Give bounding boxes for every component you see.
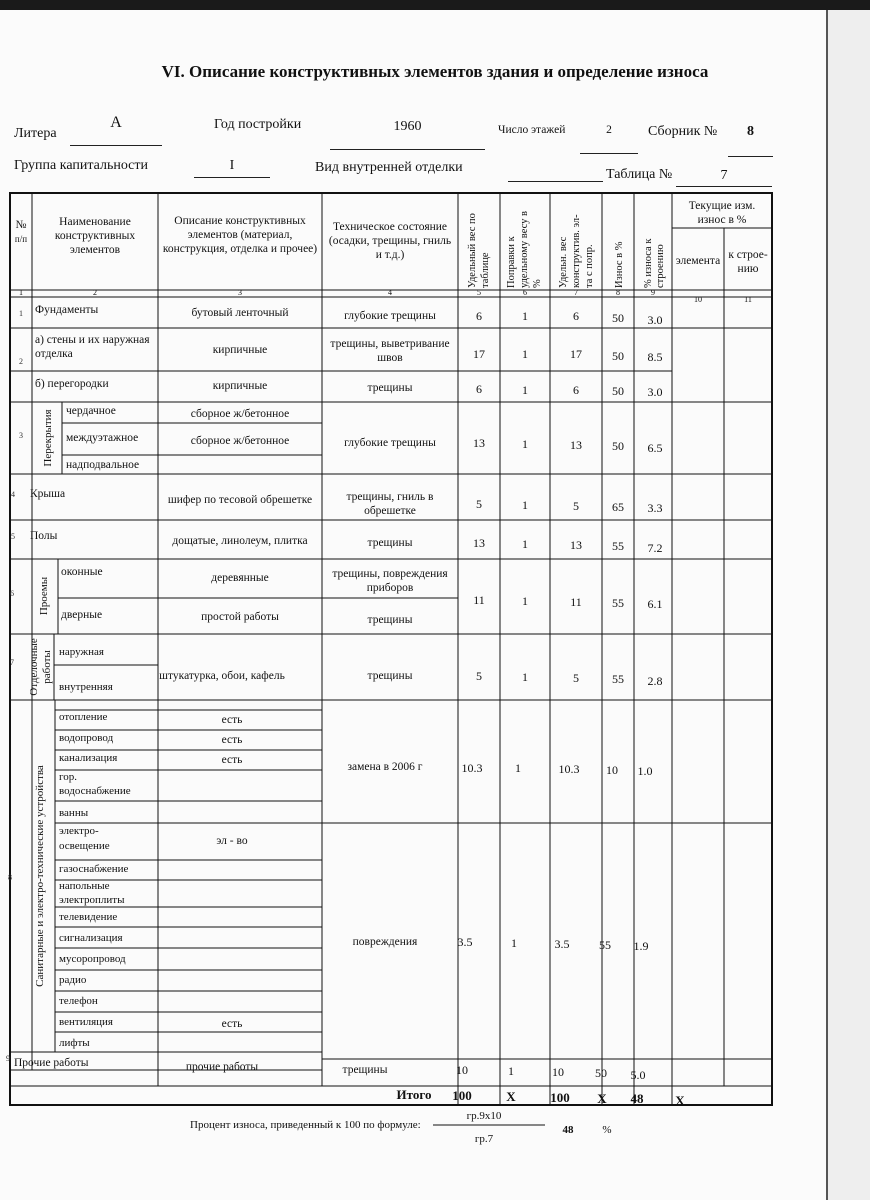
r7-c5: 5: [476, 669, 482, 683]
name-interfloor: междуэтажное: [66, 432, 139, 444]
name-doors: дверные: [61, 609, 103, 621]
r4-c8: 65: [612, 500, 624, 514]
formula-numerator: гр.9х10: [466, 1110, 502, 1122]
colnum-2: 2: [93, 288, 97, 297]
colnum-10: 10: [694, 295, 702, 304]
state-utilities-b: повреждения: [352, 936, 418, 948]
name-alarm: сигнализация: [59, 932, 123, 944]
col2-head-line1: Наименование: [59, 216, 131, 228]
r9-c8: 50: [595, 1066, 607, 1080]
r3-c5: 13: [473, 436, 485, 450]
r2a-c7: 17: [570, 347, 582, 361]
table-grid: [10, 193, 772, 1105]
state-utilities-a: замена в 2006 г: [347, 761, 423, 773]
group-value: I: [229, 158, 235, 173]
r7-c6: 1: [522, 670, 528, 684]
desc-sewerage: есть: [221, 754, 243, 766]
r8b-c6: 1: [511, 936, 517, 950]
r6-c6: 1: [522, 594, 528, 608]
group-finishing-line1: Отделочные: [28, 638, 40, 696]
r2a-c9: 8.5: [647, 350, 663, 364]
desc-interfloor: сборное ж/бетонное: [190, 435, 290, 447]
group-finishing-line2: работы: [41, 650, 53, 684]
desc-lighting: эл - во: [216, 835, 248, 847]
r7-c7: 5: [573, 671, 579, 685]
sbornik-label: Сборник №: [648, 124, 718, 139]
state-walls-line2: швов: [377, 352, 403, 364]
name-telephone: телефон: [59, 995, 98, 1007]
r2b-c6: 1: [522, 383, 528, 397]
col7-head-line3: та с попр.: [584, 244, 595, 288]
row-num-3: 3: [19, 431, 23, 440]
row-num-1: 1: [19, 309, 23, 318]
group-sanitary-label: Санитарные и электро-технические устройства: [34, 765, 46, 987]
state-walls-line1: трещины, выветривание: [330, 338, 450, 350]
state-roof-line2: обрешетке: [364, 505, 416, 517]
row-num-5: 5: [11, 532, 15, 541]
r5-c5: 13: [473, 536, 485, 550]
name-garbage-chute: мусоропровод: [59, 953, 126, 965]
name-foundations: Фундаменты: [35, 304, 99, 316]
r5-c8: 55: [612, 539, 624, 553]
name-partitions: б) перегородки: [35, 378, 109, 390]
total-c8: X: [597, 1091, 607, 1106]
name-sewerage: канализация: [59, 752, 118, 764]
name-water-supply: водопровод: [59, 732, 114, 744]
name-roof: Крыша: [30, 488, 66, 500]
colnum-9: 9: [651, 288, 655, 297]
desc-walls: кирпичные: [212, 344, 268, 356]
colnum-7: 7: [574, 288, 578, 297]
name-attic-floor: чердачное: [66, 405, 116, 417]
col7-head-line2: конструктив. эл-: [571, 214, 582, 288]
col5-head-line1: Удельный вес по: [467, 213, 478, 288]
state-other-works: трещины: [342, 1064, 388, 1076]
r8a-c7: 10.3: [558, 762, 580, 776]
r8b-c5: 3.5: [457, 935, 473, 949]
r4-c6: 1: [522, 498, 528, 512]
col6-head-line1: Поправки к: [506, 236, 517, 288]
r7-c9: 2.8: [647, 674, 663, 688]
r4-c5: 5: [476, 497, 482, 511]
name-lighting-line2: освещение: [59, 840, 110, 852]
name-elevators: лифты: [59, 1037, 90, 1049]
col2-head-line2: конструктивных: [54, 230, 136, 242]
col10-group-line1: Текущие изм.: [688, 200, 756, 212]
floors-label: Число этажей: [498, 124, 566, 136]
group-openings-label: Проемы: [38, 576, 50, 616]
total-c9: 48: [630, 1091, 644, 1106]
colnum-6: 6: [523, 288, 527, 297]
r8a-c5: 10.3: [461, 761, 483, 775]
col5-head-line2: таблице: [480, 252, 491, 288]
col9-head-line2: строению: [655, 244, 666, 288]
col7-head-line1: Удельн. вес: [558, 236, 569, 288]
footer-value: 48: [562, 1124, 574, 1136]
col6-head-line2: удельному весу в: [519, 211, 530, 288]
name-walls-line1: а) стены и их наружная: [35, 334, 150, 346]
r7-c8: 55: [612, 672, 624, 686]
col4-head-line1: Техническое состояние: [332, 221, 448, 233]
r8b-c7: 3.5: [554, 937, 570, 951]
r1-c8: 50: [612, 311, 624, 325]
r1-c5: 6: [476, 309, 482, 323]
colnum-11: 11: [744, 295, 752, 304]
footer-label: Процент износа, приведенный к 100 по формуле:: [190, 1119, 421, 1131]
state-windows-line2: приборов: [366, 582, 414, 594]
table-value: 7: [720, 168, 728, 183]
r2a-c5: 17: [473, 347, 485, 361]
r8a-c9: 1.0: [637, 764, 653, 778]
col3-head-line2: элементов (материал,: [187, 229, 293, 241]
name-hot-water-line2: водоснабжение: [59, 785, 131, 797]
r2b-c7: 6: [573, 383, 579, 397]
col9-head-line1: % износа к: [643, 238, 654, 288]
row-num-2: 2: [19, 357, 23, 366]
total-c6: X: [506, 1089, 516, 1104]
colnum-5: 5: [477, 288, 481, 297]
desc-partitions: кирпичные: [212, 380, 268, 392]
r2a-c8: 50: [612, 349, 624, 363]
row-num-7: 7: [10, 658, 14, 667]
page-title: VI. Описание конструктивных элементов здания и определение износа: [161, 62, 709, 81]
name-baths: ванны: [59, 807, 89, 819]
name-television: телевидение: [59, 911, 118, 923]
row-num-6: 6: [10, 589, 14, 598]
footer-unit: %: [602, 1124, 612, 1136]
name-basement-floor: надподвальное: [66, 459, 140, 471]
floors-value: 2: [606, 124, 612, 136]
colnum-8: 8: [616, 288, 620, 297]
name-stoves-line1: напольные: [59, 880, 110, 892]
name-exterior: наружная: [59, 646, 104, 658]
total-c10: X: [675, 1093, 685, 1108]
r3-c6: 1: [522, 437, 528, 451]
total-c5: 100: [452, 1088, 472, 1103]
desc-doors: простой работы: [201, 611, 279, 623]
sbornik-value: 8: [747, 124, 754, 139]
col3-head-line1: Описание конструктивных: [174, 215, 306, 227]
r9-c7: 10: [552, 1065, 564, 1079]
r6-c8: 55: [612, 596, 624, 610]
r6-c9: 6.1: [647, 597, 663, 611]
r2b-c9: 3.0: [647, 385, 663, 399]
row-num-9: 9: [6, 1054, 10, 1063]
year-value: 1960: [393, 119, 422, 134]
r9-c5: 10: [456, 1063, 468, 1077]
name-hot-water-line1: гор.: [59, 771, 77, 783]
desc-finishing: штукатурка, обои, кафель: [159, 670, 285, 682]
name-gas-supply: газоснабжение: [59, 863, 129, 875]
total-c7: 100: [550, 1090, 570, 1105]
state-partitions: трещины: [367, 382, 413, 394]
col10-head: элемента: [675, 255, 721, 267]
col2-head-line3: элементов: [69, 244, 121, 256]
col1-head-line2: п/п: [14, 234, 28, 244]
row-num-8: 8: [8, 873, 12, 882]
col11-head-line2: нию: [737, 263, 759, 275]
state-doors: трещины: [367, 614, 413, 626]
r4-c7: 5: [573, 499, 579, 513]
r6-c7: 11: [570, 595, 582, 609]
state-foundations: глубокие трещины: [344, 310, 436, 322]
desc-floors: дощатые, линолеум, плитка: [172, 535, 308, 547]
r8b-c9: 1.9: [633, 939, 649, 953]
colnum-3: 3: [238, 288, 242, 297]
litera-label: Литера: [14, 126, 57, 141]
name-heating: отопление: [59, 711, 108, 723]
group-label: Группа капитальности: [14, 158, 148, 173]
group-floors-label: Перекрытия: [42, 409, 54, 467]
r2b-c5: 6: [476, 382, 482, 396]
state-windows-line1: трещины, повреждения: [332, 568, 448, 580]
r9-c9: 5.0: [630, 1068, 646, 1082]
name-interior: внутренняя: [59, 681, 113, 693]
r1-c7: 6: [573, 309, 579, 323]
year-label: Год постройки: [214, 117, 302, 132]
name-stoves-line2: электроплиты: [59, 894, 125, 906]
desc-windows: деревянные: [211, 572, 269, 584]
colnum-1: 1: [19, 288, 23, 297]
row-num-4: 4: [11, 490, 15, 499]
r1-c9: 3.0: [647, 313, 663, 327]
col1-head-line1: №: [15, 219, 27, 231]
r5-c9: 7.2: [647, 541, 663, 555]
desc-ventilation: есть: [221, 1018, 243, 1030]
state-roof-line1: трещины, гниль в: [346, 491, 434, 503]
finish-label: Вид внутренней отделки: [315, 160, 463, 175]
r8a-c6: 1: [515, 761, 521, 775]
r9-c6: 1: [508, 1064, 514, 1078]
desc-foundations: бутовый ленточный: [191, 307, 289, 319]
desc-attic-floor: сборное ж/бетонное: [190, 408, 290, 420]
desc-heating: есть: [221, 714, 243, 726]
r3-c7: 13: [570, 438, 582, 452]
name-radio: радио: [59, 974, 87, 986]
colnum-4: 4: [388, 288, 392, 297]
name-lighting-line1: электро-: [59, 825, 99, 837]
r6-c5: 11: [473, 593, 485, 607]
state-ceilings: глубокие трещины: [344, 437, 436, 449]
col6-head-line3: %: [532, 279, 543, 288]
col10-group-line2: износ в %: [697, 214, 747, 226]
desc-water-supply: есть: [221, 734, 243, 746]
r2b-c8: 50: [612, 384, 624, 398]
desc-roof: шифер по тесовой обрешетке: [167, 494, 313, 506]
r2a-c6: 1: [522, 347, 528, 361]
col4-head-line3: и т.д.): [375, 249, 405, 261]
r5-c6: 1: [522, 537, 528, 551]
litera-value: А: [110, 114, 122, 131]
r8b-c8: 55: [599, 938, 611, 952]
name-walls-line2: отделка: [35, 348, 73, 360]
table-label: Таблица №: [606, 167, 673, 182]
r3-c9: 6.5: [647, 441, 663, 455]
name-windows: оконные: [61, 566, 103, 578]
state-floors: трещины: [367, 537, 413, 549]
name-ventilation: вентиляция: [59, 1016, 113, 1028]
col3-head-line3: конструкция, отделка и прочее): [162, 243, 318, 255]
name-other-works: Прочие работы: [14, 1057, 89, 1069]
r8a-c8: 10: [606, 763, 618, 777]
r1-c6: 1: [522, 309, 528, 323]
r3-c8: 50: [612, 439, 624, 453]
r5-c7: 13: [570, 538, 582, 552]
col11-head-line1: к строе-: [728, 249, 768, 261]
formula-denominator: гр.7: [474, 1133, 494, 1145]
total-label: Итого: [396, 1087, 432, 1102]
desc-other-works: прочие работы: [185, 1061, 259, 1073]
col8-head: Износ в %: [614, 241, 625, 288]
r4-c9: 3.3: [647, 501, 663, 515]
name-floors: Полы: [30, 530, 58, 542]
state-finishing: трещины: [367, 670, 413, 682]
col4-head-line2: (осадки, трещины, гниль: [328, 235, 452, 247]
